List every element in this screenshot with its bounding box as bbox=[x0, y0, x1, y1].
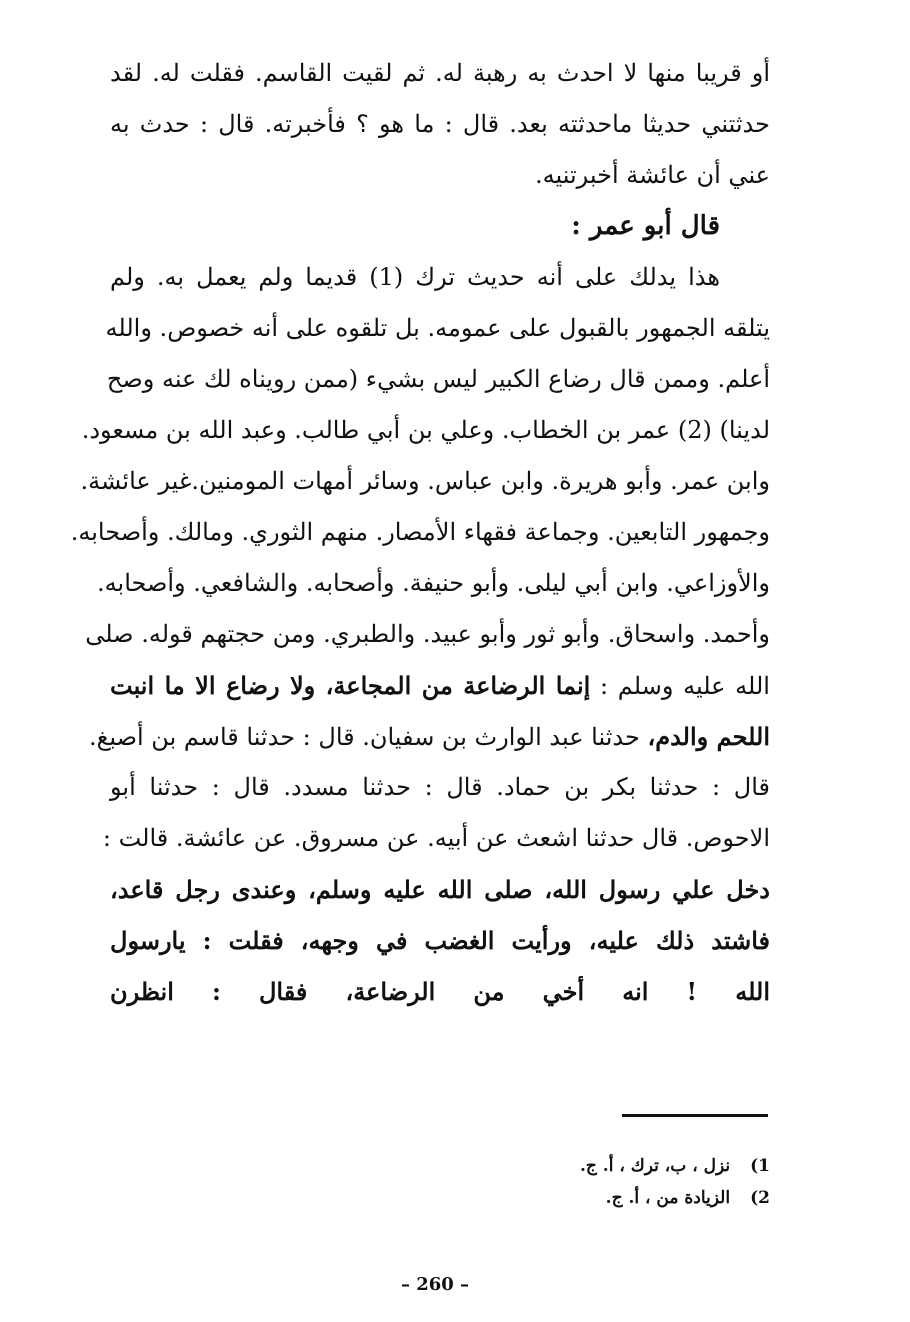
text-line-9: وابن عمر. وأبو هريرة. وابن عباس. وسائر أمهات المومنين.غير عائشة. bbox=[80, 467, 770, 495]
text-line-2: حدثتني حديثا ماحدثته بعد. قال : ما هو ؟ فأخبرته. قال : حدث به bbox=[110, 110, 770, 138]
text-line-5: هذا يدلك على أنه حديث ترك (1) قديما ولم يعمل به. ولم bbox=[110, 263, 720, 291]
text-line-14-plain: حدثنا عبد الوارث بن سفيان. قال : حدثنا قاسم بن أصبغ. bbox=[88, 723, 640, 751]
footnote-1 bbox=[520, 1150, 770, 1182]
hadith-quote-part-1: إنما الرضاعة من المجاعة، ولا رضاع الا ما انبت bbox=[110, 671, 591, 700]
page-body bbox=[70, 48, 770, 1017]
section-heading: قال أبو عمر : bbox=[571, 211, 720, 241]
text-line-1: أو قريبا منها لا احدث به رهبة له. ثم لقيت القاسم. فقلت له. لقد bbox=[110, 59, 770, 87]
text-line-13-plain: الله عليه وسلم : bbox=[600, 672, 770, 700]
text-line-11: والأوزاعي. وابن أبي ليلى. وأبو حنيفة. وأصحابه. والشافعي. وأصحابه. bbox=[97, 569, 770, 597]
text-line-17: دخل علي رسول الله، صلى الله عليه وسلم، وعندى رجل قاعد، bbox=[110, 875, 770, 904]
text-line-10: وجمهور التابعين. وجماعة فقهاء الأمصار. منهم الثوري. ومالك. وأصحابه. bbox=[70, 518, 770, 546]
text-line-8: لدينا) (2) عمر بن الخطاب. وعلي بن أبي طالب. وعبد الله بن مسعود. bbox=[81, 416, 770, 444]
text-line-15: قال : حدثنا بكر بن حماد. قال : حدثنا مسدد. قال : حدثنا أبو bbox=[110, 773, 770, 801]
text-line-12: وأحمد. واسحاق. وأبو ثور وأبو عبيد. والطبري. ومن حجتهم قوله. صلى bbox=[85, 620, 770, 648]
text-line-19: الله ! انه أخي من الرضاعة، فقال : انظرن bbox=[110, 977, 770, 1006]
footnote-number: 2) bbox=[750, 1188, 770, 1208]
text-line-3: عني أن عائشة أخبرتنيه. bbox=[535, 161, 770, 189]
footnote-2 bbox=[520, 1182, 770, 1214]
page-number: – 260 – bbox=[400, 1274, 470, 1295]
footnote-divider bbox=[622, 1114, 768, 1117]
text-line-16: الاحوص. قال حدثنا اشعث عن أبيه. عن مسروق. عن عائشة. قالت : bbox=[102, 824, 770, 852]
text-line-18: فاشتد ذلك عليه، ورأيت الغضب في وجهه، فقلت : يارسول bbox=[110, 926, 770, 955]
text-line-13 bbox=[110, 660, 770, 711]
text-line-7: أعلم. وممن قال رضاع الكبير ليس بشيء (ممن رويناه لك عنه وصح bbox=[106, 365, 770, 393]
text-line-14 bbox=[88, 711, 770, 762]
text-line-6: يتلقه الجمهور بالقبول على عمومه. بل تلقوه على أنه خصوص. والله bbox=[105, 314, 770, 342]
footnote-text: نزل ، ب، ترك ، أ. ج. bbox=[579, 1156, 731, 1176]
hadith-quote-part-2: اللحم والدم، bbox=[647, 722, 770, 751]
footnote-text: الزيادة من ، أ. ج. bbox=[605, 1188, 731, 1208]
footnote-number: 1) bbox=[750, 1156, 770, 1176]
footnotes bbox=[520, 1150, 770, 1214]
